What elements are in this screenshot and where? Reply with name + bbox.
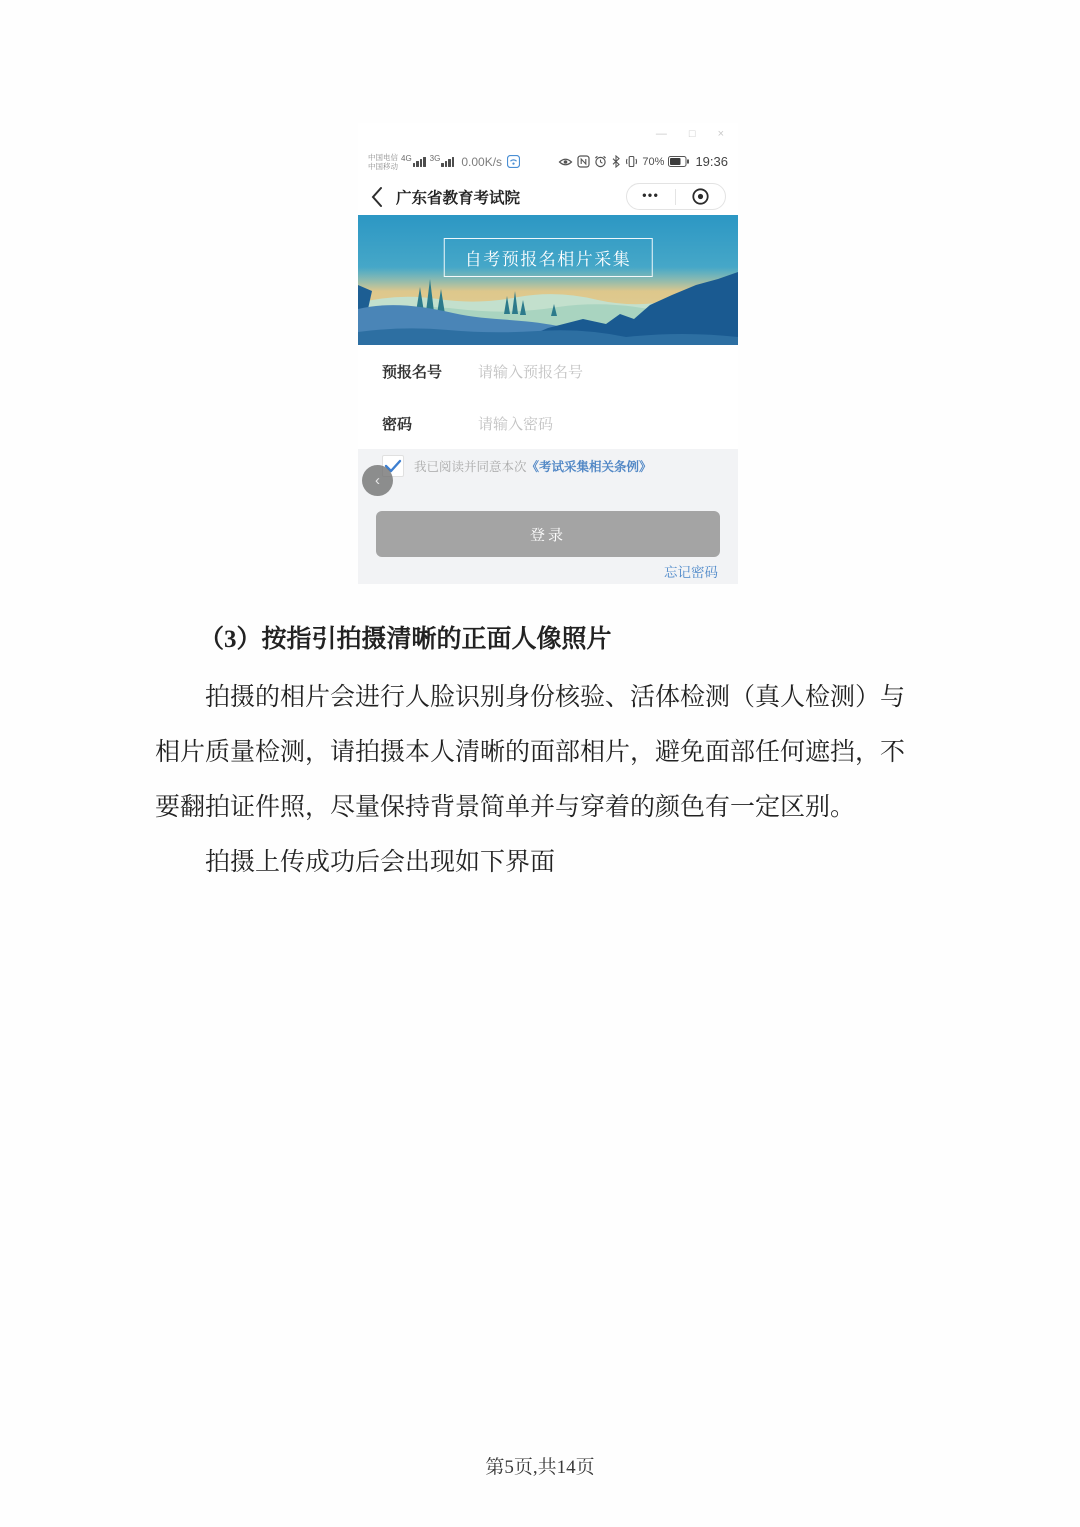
paragraph-line: 要翻拍证件照，尽量保持背景简单并与穿着的颜色有一定区别。: [155, 794, 856, 821]
page-title: 广东省教育考试院: [396, 189, 521, 207]
forgot-password-link[interactable]: 忘记密码: [664, 565, 718, 580]
paragraph-line: 拍摄上传成功后会出现如下界面: [205, 849, 556, 876]
agreement-row: [382, 455, 652, 477]
banner-title: 自考预报名相片采集: [444, 238, 653, 277]
more-menu-icon[interactable]: •••: [642, 187, 660, 202]
status-bar: [358, 145, 738, 178]
minimize-icon[interactable]: —: [655, 127, 667, 140]
carrier-names: [368, 153, 398, 171]
wifi-icon: [507, 155, 520, 168]
battery-percent: 70%: [642, 155, 665, 168]
agreement-text: 我已阅读并同意本次: [414, 460, 527, 474]
section-heading: （3）按指引拍摄清晰的正面人像照片: [199, 626, 612, 653]
bluetooth-icon: [611, 155, 621, 168]
network-speed: 0.00K/s: [461, 154, 503, 169]
agreement-link[interactable]: 《考试采集相关条例》: [526, 460, 652, 474]
account-label: 预报名号: [382, 363, 443, 381]
carrier-bottom: 中国移动: [368, 161, 398, 171]
signal-bars-icon: [413, 157, 426, 167]
alarm-clock-icon: [594, 155, 607, 168]
capsule-divider: [675, 189, 676, 205]
chevron-left-icon: ‹: [375, 472, 380, 489]
miniprogram-capsule: [626, 183, 726, 210]
password-label: 密码: [382, 415, 413, 433]
account-input[interactable]: 请输入预报名号: [478, 363, 584, 381]
status-icons: [558, 154, 728, 169]
paragraph-line: 拍摄的相片会进行人脸识别身份核验、活体检测（真人检测）与: [205, 684, 906, 711]
close-icon[interactable]: ×: [717, 127, 724, 140]
account-field-row[interactable]: [358, 345, 738, 397]
paragraph-line: 相片质量检测，请拍摄本人清晰的面部相片，避免面部任何遮挡，不: [155, 739, 906, 766]
banner-illustration: [358, 215, 738, 345]
back-icon[interactable]: [370, 184, 386, 210]
landscape-art: [358, 215, 738, 345]
clock-time: 19:36: [695, 154, 728, 169]
signal-cluster-1: [401, 153, 426, 167]
page-number: 第5页,共14页: [485, 1457, 595, 1478]
battery-icon: [668, 156, 689, 167]
password-input[interactable]: 请输入密码: [478, 415, 554, 433]
signal-cluster-2: [429, 153, 455, 167]
exit-target-icon[interactable]: [691, 187, 710, 206]
signal-bars-icon: [441, 157, 454, 167]
password-field-row[interactable]: [358, 397, 738, 449]
nfc-icon: [577, 155, 590, 168]
vibrate-icon: [625, 155, 638, 168]
maximize-icon[interactable]: □: [688, 127, 696, 140]
phone-screenshot: [358, 123, 738, 584]
eye-protection-icon: [558, 156, 573, 168]
instruction-text: [155, 620, 925, 890]
carrier-top: 中国电信: [368, 152, 398, 162]
mini-program-nav-bar: [358, 178, 738, 215]
floating-back-button[interactable]: [362, 465, 393, 496]
login-button[interactable]: 登录: [376, 511, 720, 557]
network-type-1: 4G: [401, 153, 412, 163]
window-controls: [358, 123, 738, 145]
network-type-2: 3G: [429, 153, 441, 163]
